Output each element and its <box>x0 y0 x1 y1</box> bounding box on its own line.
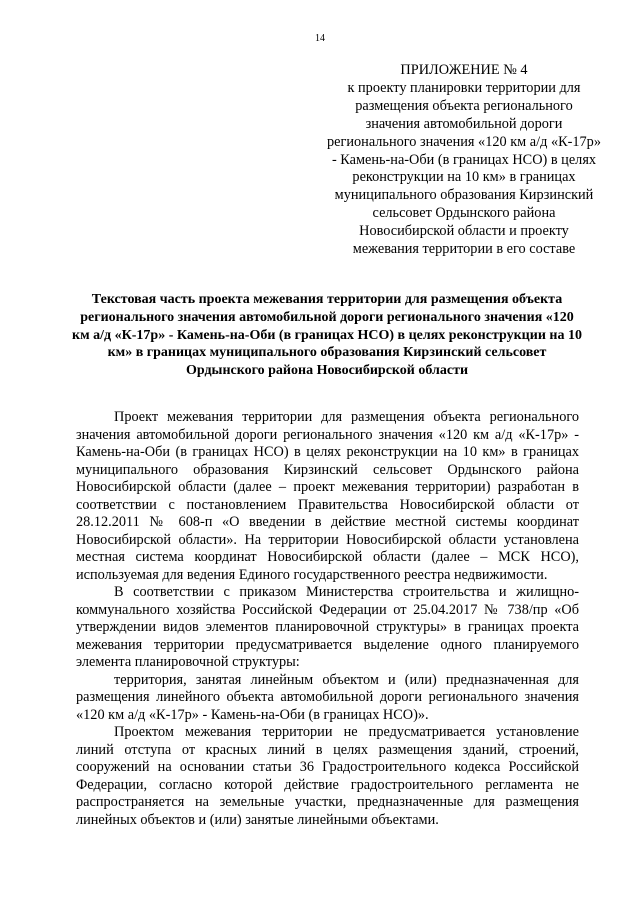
appendix-line: Новосибирской области и проекту <box>359 223 569 240</box>
body-text <box>76 409 579 829</box>
appendix-line: размещения объекта регионального <box>355 97 573 114</box>
document-heading: Текстовая часть проекта межевания территории для размещения объекта регионального значения автомобильной дороги регионального значения «120 км а/д «К-17р» - Камень-на-Оби (в границах НСО) в целях реконструкции на 10 км» в границах муниципального образования Кирзинский сельсовет Ордынского района Новосибирской области <box>72 292 582 379</box>
appendix-line: межевания территории в его составе <box>352 241 576 258</box>
appendix-title: ПРИЛОЖЕНИЕ № 4 <box>400 62 528 78</box>
page-number: 14 <box>315 33 325 44</box>
appendix-line: - Камень-на-Оби (в границах НСО) в целях <box>331 151 597 168</box>
appendix-line: к проекту планировки территории для <box>347 79 581 96</box>
appendix-line: муниципального образования Кирзинский <box>334 187 594 204</box>
paragraph: территория, занятая линейным объектом и (или) предназначенная для размещения линейного объекта автомобильной дороги регионального значения «120 км а/д «К-17р» - Камень-на-Оби (в границах НСО)». <box>76 671 579 723</box>
paragraph: В соответствии с приказом Министерства строительства и жилищно-коммунального хозяйства Российской Федерации от 25.04.2017 № 738/пр «Об утверждении видов элементов планировочной структуры» в границах проекта межевания территории предусматривается выделение одного планируемого элемента планировочной структуры: <box>76 584 579 670</box>
paragraph: Проектом межевания территории не предусматривается установление линий отступа от красных линий в целях размещения зданий, строений, сооружений на основании статьи 36 Градостроительного кодекса Российской Федерации, согласно которой действие градостроительного регламента не распространяется на земельные участки, предназначенные для размещения линейных объектов и (или) занятые линейными объектами. <box>76 724 579 828</box>
appendix-line: значения автомобильной дороги <box>365 115 563 132</box>
appendix-line: регионального значения «120 км а/д «К-17р» <box>327 133 601 150</box>
appendix-block <box>302 62 626 259</box>
paragraph: Проект межевания территории для размещения объекта регионального значения автомобильной дороги регионального значения «120 км а/д «К-17р» - Камень-на-Оби (в границах НСО) в целях реконструкции на 10 км» в границах муниципального образования Кирзинский сельсовет Ордынского района Новосибирской области (далее – проект межевания территории) разработан в соответствии с постановлением Правительства Новосибирской области от 28.12.2011 № 608-п «О введении в действие местной системы координат Новосибирской области». На территории Новосибирской области установлена местная система координат Новосибирской области (далее – МСК НСО), используемая для ведения Единого государственного реестра недвижимости. <box>76 409 579 583</box>
appendix-line: сельсовет Ордынского района <box>372 205 556 222</box>
appendix-line: реконструкции на 10 км» в границах <box>352 169 576 186</box>
